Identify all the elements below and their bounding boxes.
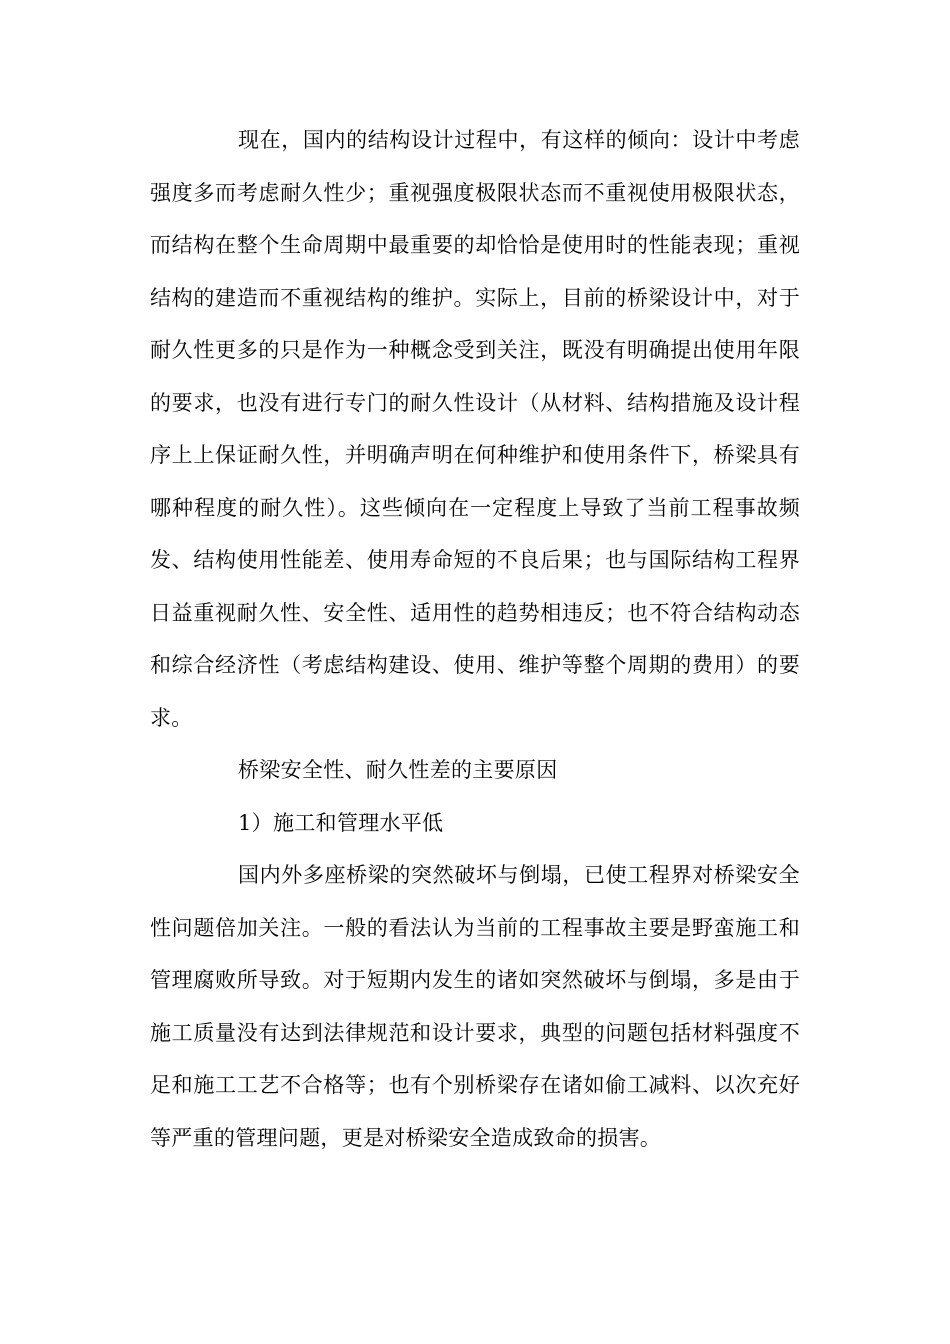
paragraph-construction-management: 国内外多座桥梁的突然破坏与倒塌，已使工程界对桥梁安全性问题倍加关注。一般的看法认为当前的工程事故主要是野蛮施工和管理腐败所导致。对于短期内发生的诸如突然破坏与倒塌，多是由于施工质量没有达到法律规范和设计要求，典型的问题包括材料强度不足和施工工艺不合格等；也有个别桥梁存在诸如偷工减料、以次充好等严重的管理问题，更是对桥梁安全造成致命的损害。 (150, 863, 800, 1150)
subsection-heading: 1）施工和管理水平低 (238, 810, 444, 835)
paragraph-design-tendency: 现在，国内的结构设计过程中，有这样的倾向：设计中考虑强度多而考虑耐久性少；重视强度极限状态而不重视使用极限状态，而结构在整个生命周期中最重要的却恰恰是使用时的性能表现；重视结构的建造而不重视结构的维护。实际上，目前的桥梁设计中，对于耐久性更多的只是作为一种概念受到关注，既没有明确提出使用年限的要求，也没有进行专门的耐久性设计（从材料、结构措施及设计程序上上保证耐久性，并明确声明在何种维护和使用条件下，桥梁具有哪种程度的耐久性）。这些倾向在一定程度上导致了当前工程事故频发、结构使用性能差、使用寿命短的不良后果；也与国际结构工程界日益重视耐久性、安全性、适用性的趋势相违反；也不符合结构动态和综合经济性（考虑结构建设、使用、维护等整个周期的费用）的要求。 (150, 128, 800, 730)
document-body (150, 114, 800, 1164)
section-heading: 桥梁安全性、耐久性差的主要原因 (238, 758, 558, 782)
